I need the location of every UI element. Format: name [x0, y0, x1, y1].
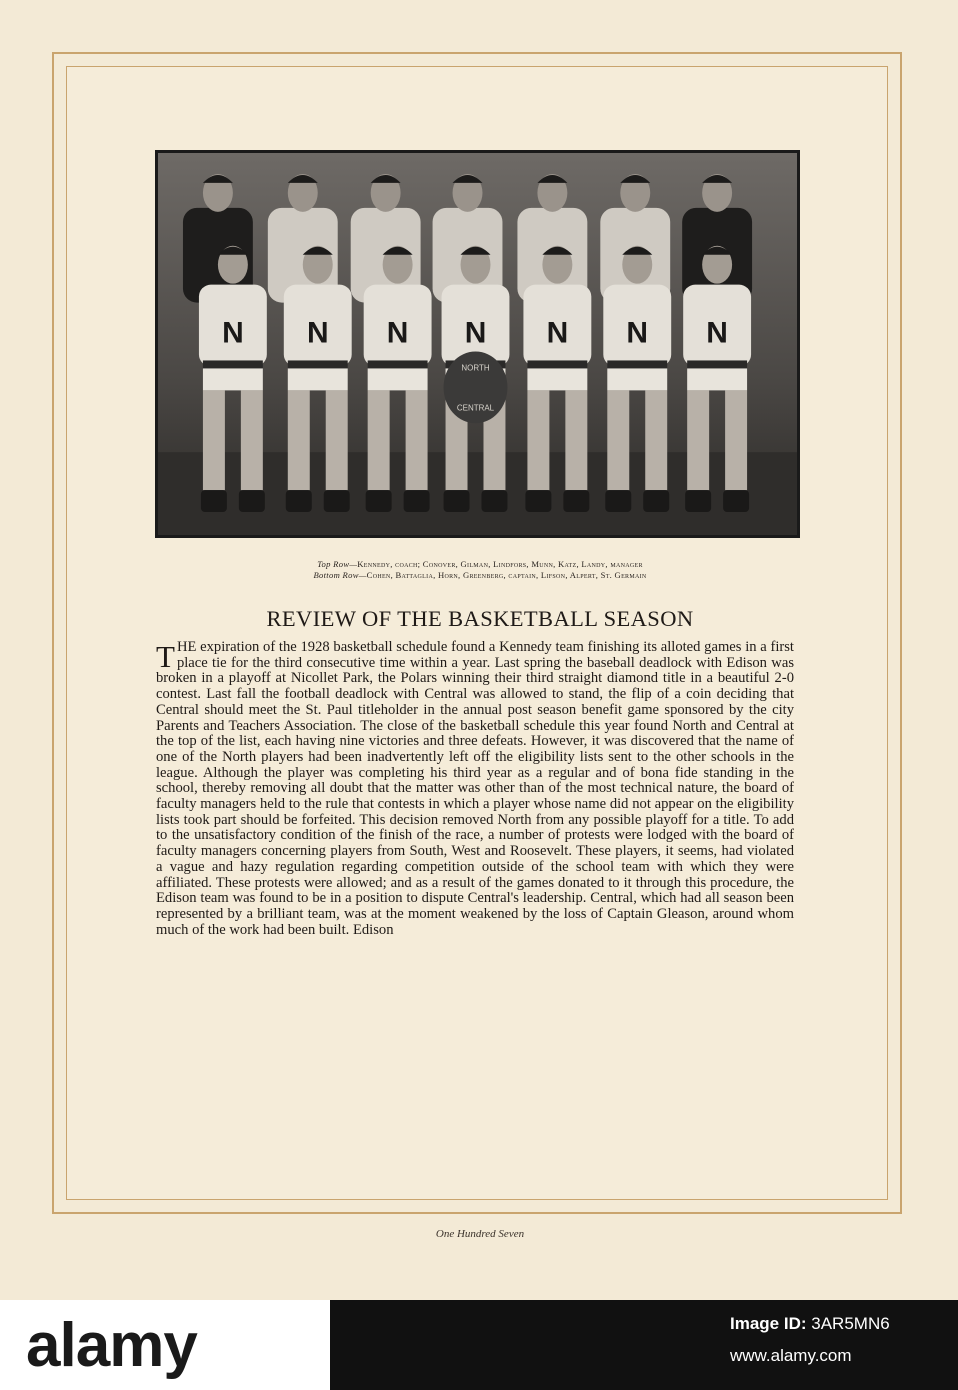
- article-title: REVIEW OF THE BASKETBALL SEASON: [266, 606, 694, 631]
- watermark-image-id: [730, 1314, 890, 1334]
- article-body-text: HE expiration of the 1928 basketball schedule found a Kennedy team finishing its alloted games in a first place tie for the third consecutive time within a year. Last spring the baseball deadlock with Edison was broken in a playoff at Nicollet Park, the Polars winning their third straight diamond title in a beautiful 2-0 contest. Last fall the football deadlock with Central was allowed to stand, the flip of a coin deciding that Central should meet the St. Paul titleholder in the annual post season benefit game sponsored by the city Parents and Teachers Association. The close of the basketball schedule this year found North and Central at the top of the list, each having nine victories and three defeats. However, it was discovered that the name of one of the North players had been inadvertently left off the eligibility lists sent to the other schools in the league. Although the player was completing his third year as a regular and of bona fide standing in the school, thereby removing all doubt that the matter was other than of the most technical nature, the board of faculty managers held to the rule that contests in which a player whose name did not appear on the eligibility lists took part should be forfeited. This decision removed North from any possible playoff for a title. To add to the unsatisfactory condition of the finish of the race, a number of protests were lodged with the board of faculty managers concerning players from South, West and Roosevelt. These players, it seems, had violated a vague and hazy regulation regarding competition outside of the school team with which they were affiliated. These protests were allowed; and as a result of the games donated to it through this procedure, the Edison team was found to be in a position to dispute Central's leadership. Central, which had all season been represented by a brilliant team, was at the moment weakened by the loss of Captain Gleason, around whom much of the work had been built. Edison: [156, 639, 794, 938]
- drop-cap: T: [156, 639, 175, 674]
- jersey-letter: N: [306, 316, 329, 350]
- jersey-letter: N: [386, 316, 409, 350]
- caption-bottom-row: [150, 570, 810, 581]
- caption-top-row-lead: Top Row—: [317, 559, 358, 569]
- watermark-id-label: Image ID:: [730, 1314, 807, 1333]
- caption-bottom-row-names: Cohen, Battaglia, Horn, Greenberg, captain, Lifson, Alpert, St. Germain: [366, 570, 647, 580]
- jersey-letter: N: [464, 316, 487, 350]
- article-body: [156, 640, 794, 938]
- jersey-letter: N: [222, 316, 244, 350]
- basketball: [444, 351, 508, 423]
- ball-text-top: NORTH: [461, 363, 490, 373]
- jersey-letter: N: [626, 316, 649, 350]
- caption-top-row-names: Kennedy, coach; Conover, Gilman, Lindfors, Munn, Katz, Landy, manager: [357, 559, 643, 569]
- team-photo-image: [158, 153, 797, 535]
- alamy-logo: alamy: [26, 1311, 197, 1380]
- watermark-url: www.alamy.com: [730, 1346, 852, 1365]
- caption-top-row: [150, 559, 810, 570]
- team-photo: [155, 150, 800, 538]
- photo-caption: [150, 559, 810, 581]
- watermark-id-value: 3AR5MN6: [811, 1314, 890, 1333]
- caption-bottom-row-lead: Bottom Row—: [313, 570, 367, 580]
- jersey-letter: N: [706, 316, 728, 350]
- jersey-letter: N: [546, 316, 569, 350]
- page-number: One Hundred Seven: [435, 1228, 525, 1240]
- ball-text-bottom: CENTRAL: [456, 403, 495, 413]
